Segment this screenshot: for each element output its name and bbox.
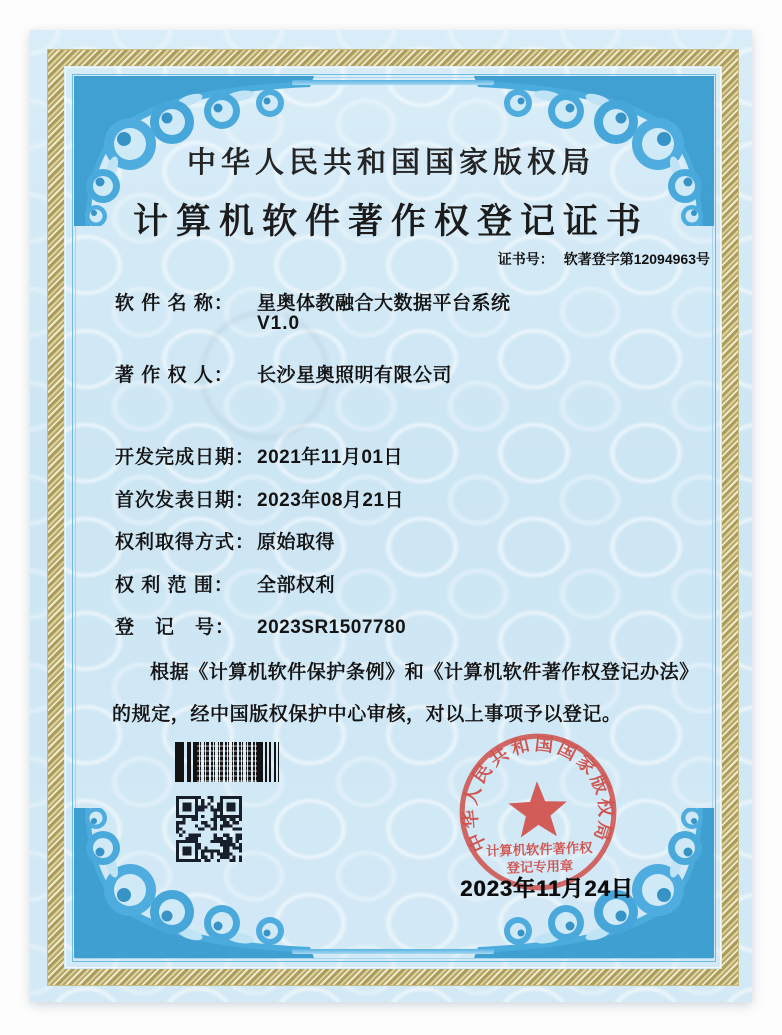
field-label: 权利取得方式：: [115, 532, 256, 553]
top-ornament-line: [292, 80, 494, 85]
field-software-name: [115, 288, 716, 334]
field-acquisition-method: [115, 527, 716, 554]
field-label: 权 利 范 围：: [115, 575, 234, 596]
seal-ring-text: 中华人民共和国国家版权局: [458, 732, 617, 856]
star-icon: [508, 780, 568, 838]
certificate-number: [498, 249, 710, 269]
field-value: 2023年08月21日: [257, 490, 405, 511]
field-copyright-owner: [115, 360, 716, 387]
field-value-version: V1.0: [257, 313, 301, 334]
field-value: 原始取得: [257, 532, 336, 553]
issue-date: 2023年11月24日: [460, 876, 634, 901]
field-label: 著 作 权 人：: [115, 365, 234, 386]
field-value: 2023SR1507780: [257, 617, 407, 638]
qr-code-icon: [176, 796, 242, 862]
seal-inner-line2: 登记专用章: [506, 858, 574, 876]
field-value: 2021年11月01日: [257, 447, 403, 468]
field-label: 软 件 名 称：: [115, 293, 234, 314]
field-first-publish-date: [115, 485, 716, 512]
issuer-title: 中华人民共和国国家版权局: [186, 147, 595, 179]
field-value: 星奥体教融合大数据平台系统: [257, 293, 511, 314]
bottom-ornament-line: [292, 949, 494, 954]
certificate-number-value: 软著登字第12094963号: [563, 251, 710, 267]
field-value: 长沙星奥照明有限公司: [257, 365, 453, 386]
certificate-number-label: 证书号：: [497, 251, 554, 267]
field-label: 首次发表日期：: [115, 490, 256, 511]
field-rights-scope: [115, 570, 716, 597]
field-dev-complete-date: [115, 442, 716, 469]
field-label: 登 记 号：: [115, 617, 236, 638]
barcode-middle-bars: [197, 742, 257, 782]
field-value: 全部权利: [257, 575, 336, 596]
barcode-left-bars: [175, 742, 197, 782]
certificate-paper: [30, 30, 752, 1002]
barcode-right-bars: [257, 742, 281, 782]
seal-inner-line1: 计算机软件著作权: [485, 840, 593, 859]
field-label: 开发完成日期：: [115, 447, 256, 468]
barcode-icon: [175, 742, 281, 782]
document-title: 计算机软件著作权登记证书: [132, 202, 649, 241]
qr-code-image: [176, 796, 242, 862]
registration-statement: 根据《计算机软件保护条例》和《计算机软件著作权登记办法》的规定，经中国版权保护中心审核，对以上事项予以登记。: [112, 662, 699, 725]
field-registration-number: [115, 612, 716, 639]
